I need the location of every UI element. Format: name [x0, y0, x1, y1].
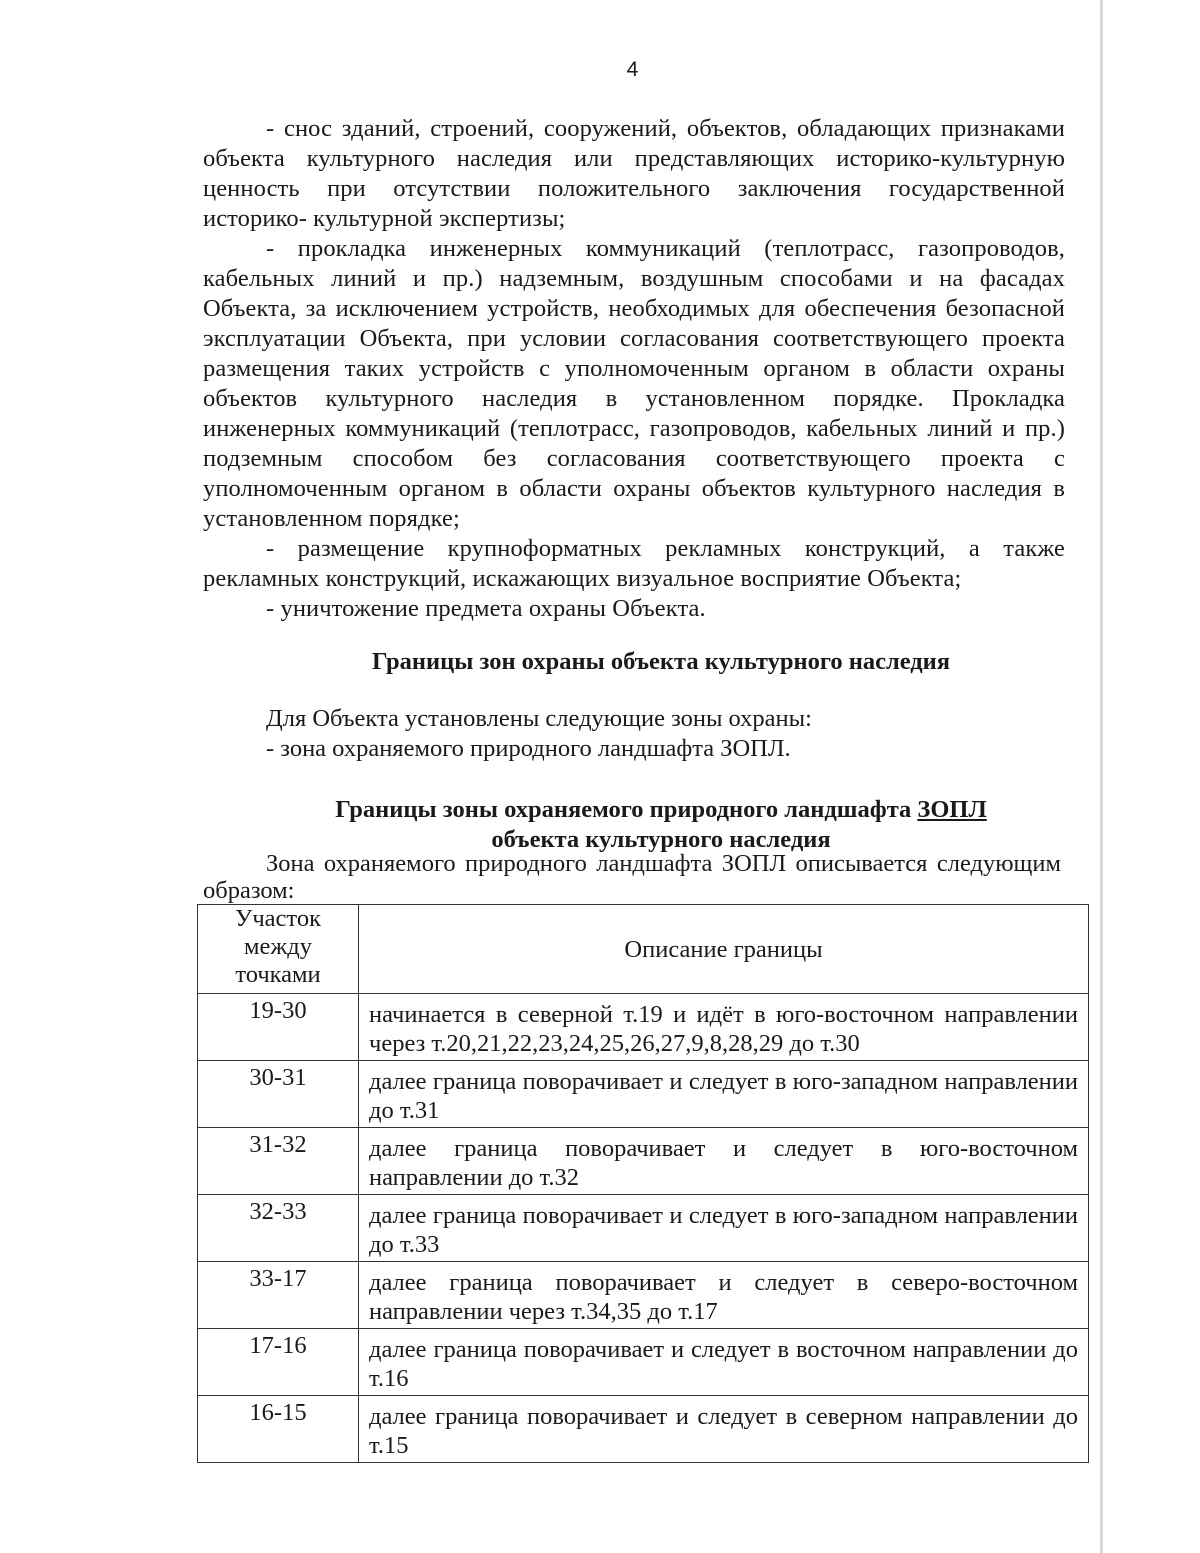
table-row — [198, 1329, 1089, 1396]
segment-cell: 33-17 — [198, 1262, 359, 1329]
table-row — [198, 1396, 1089, 1463]
column-header-description: Описание границы — [359, 905, 1089, 994]
paragraph: - уничтожение предмета охраны Объекта. — [266, 595, 706, 622]
zones-intro — [266, 704, 812, 764]
table-row — [198, 1061, 1089, 1128]
table-row — [198, 994, 1089, 1061]
segment-cell: 19-30 — [198, 994, 359, 1061]
heading-text: Границы зоны охраняемого природного ландшафта — [335, 796, 918, 823]
page-number: 4 — [626, 58, 639, 81]
table-row — [198, 1195, 1089, 1262]
paragraph: - прокладка инженерных коммуникаций (теплотрасс, газопроводов, кабельных линий и пр.) надземным, воздушным способами и на фасадах Объекта, за исключением устройств, необходимых для обеспечения безопасной эксплуатации Объекта, при условии согласования соответствующего проекта размещения таких устройств с уполномоченным органом в области охраны объектов культурного наследия в установленном порядке. Прокладка инженерных коммуникаций (теплотрасс, газопроводов, кабельных линий и пр.) подземным способом без согласования соответствующего проекта с уполномоченным органом в области охраны объектов культурного наследия в установленном порядке; — [203, 235, 1065, 532]
description-cell: далее граница поворачивает и следует в северо-восточном направлении через т.34,35 до т.17 — [359, 1262, 1089, 1329]
heading-underlined-text: ЗОПЛ — [917, 796, 987, 823]
zones-intro-line: - зона охраняемого природного ландшафта ЗОПЛ. — [266, 735, 791, 762]
zopl-description — [203, 850, 1061, 904]
segment-cell: 30-31 — [198, 1061, 359, 1128]
section-heading-zones: Границы зон охраны объекта культурного наследия — [371, 648, 951, 675]
paragraph: - размещение крупноформатных рекламных конструкций, а также рекламных конструкций, искажающих визуальное восприятие Объекта; — [203, 535, 1065, 592]
scan-edge-shadow — [1100, 0, 1103, 1553]
paragraph: - снос зданий, строений, сооружений, объектов, обладающих признаками объекта культурного наследия или представляющих историко-культурную ценность при отсутствии положительного заключения государственной историко- культурной экспертизы; — [203, 115, 1065, 232]
description-cell: далее граница поворачивает и следует в юго-восточном направлении до т.32 — [359, 1128, 1089, 1195]
segment-cell: 31-32 — [198, 1128, 359, 1195]
heading-line-1 — [230, 795, 1092, 825]
boundary-table — [197, 904, 1089, 1463]
description-cell: далее граница поворачивает и следует в юго-западном направлении до т.33 — [359, 1195, 1089, 1262]
segment-cell: 17-16 — [198, 1329, 359, 1396]
restrictions-list — [203, 114, 1065, 624]
zones-intro-line: Для Объекта установлены следующие зоны охраны: — [266, 705, 812, 732]
table-header-row — [198, 905, 1089, 994]
segment-cell: 32-33 — [198, 1195, 359, 1262]
segment-cell: 16-15 — [198, 1396, 359, 1463]
heading-line-2: объекта культурного наследия — [491, 826, 831, 853]
description-cell: далее граница поворачивает и следует в северном направлении до т.15 — [359, 1396, 1089, 1463]
paragraph: Зона охраняемого природного ландшафта ЗОПЛ описывается следующим образом: — [203, 850, 1061, 904]
column-header-segment: Участок между точками — [198, 905, 359, 994]
description-cell: далее граница поворачивает и следует в юго-западном направлении до т.31 — [359, 1061, 1089, 1128]
section-heading-zopl — [230, 795, 1092, 855]
table-row — [198, 1128, 1089, 1195]
description-cell: далее граница поворачивает и следует в восточном направлении до т.16 — [359, 1329, 1089, 1396]
description-cell: начинается в северной т.19 и идёт в юго-восточном направлении через т.20,21,22,23,24,25,26,27,9,8,28,29 до т.30 — [359, 994, 1089, 1061]
table-row — [198, 1262, 1089, 1329]
